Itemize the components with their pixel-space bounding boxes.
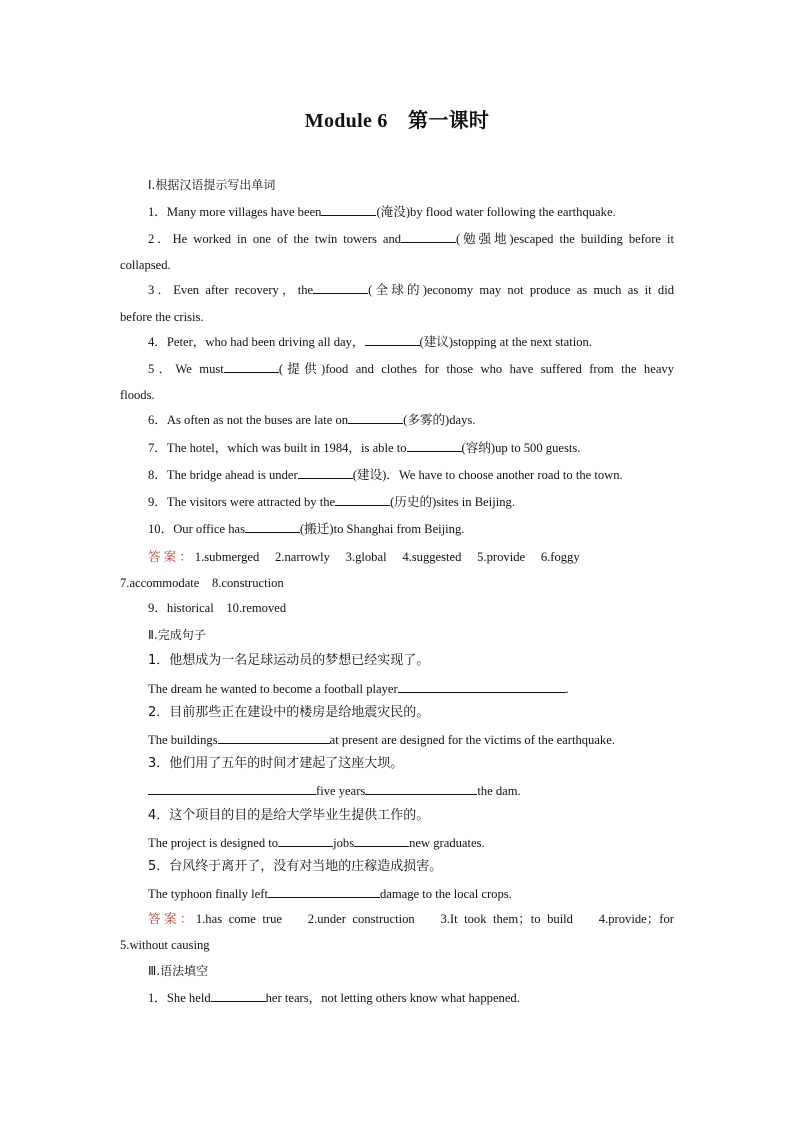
exercise-1-2-cont: collapsed. xyxy=(120,258,171,272)
answer-key-1-cont2: 9．historical 10.removed xyxy=(148,601,287,615)
answer-key-2-cont: 5.without causing xyxy=(120,938,210,952)
exercise-1-5: 5．We must (提供)food and clothes for those who have suffered from the heavy xyxy=(148,362,674,376)
answer-blank[interactable] xyxy=(278,834,333,847)
exercise-2-3: five years the dam. xyxy=(148,782,674,800)
answer-blank[interactable] xyxy=(407,439,462,452)
prompt-2-1: 1．他想成为一名足球运动员的梦想已经实现了。 xyxy=(148,653,430,668)
answer-key-1: 答案：1.submerged 2.narrowly 3.global 4.suggested 5.provide 6.foggy xyxy=(148,550,580,564)
exercise-2-5: The typhoon finally left damage to the local crops. xyxy=(148,887,512,901)
exercise-1-1: 1．Many more villages have been (淹没)by flood water following the earthquake. xyxy=(148,205,616,219)
answer-label: 答案： xyxy=(148,912,196,926)
answer-blank[interactable] xyxy=(224,360,279,373)
answer-blank[interactable] xyxy=(365,333,420,346)
answer-blank[interactable] xyxy=(401,230,456,243)
section-1-heading: Ⅰ.根据汉语提示写出单词 xyxy=(148,178,276,192)
answer-blank[interactable] xyxy=(211,989,266,1002)
answer-blank[interactable] xyxy=(354,834,409,847)
exercise-1-9: 9．The visitors were attracted by the (历史的)sites in Beijing. xyxy=(148,495,515,509)
answer-blank[interactable] xyxy=(348,411,403,424)
exercise-1-6: 6．As often as not the buses are late on (多雾的)days. xyxy=(148,413,476,427)
exercise-1-4: 4．Peter，who had been driving all day， (建议)stopping at the next station. xyxy=(148,335,592,349)
exercise-1-3: 3．Even after recovery，the (全球的)economy may not produce as much as it did xyxy=(148,283,674,297)
answer-blank[interactable] xyxy=(398,680,566,693)
answer-blank[interactable] xyxy=(268,885,380,898)
answer-label: 答案： xyxy=(148,550,195,564)
answer-blank[interactable] xyxy=(298,466,353,479)
answer-blank[interactable] xyxy=(321,203,376,216)
answer-blank[interactable] xyxy=(245,520,300,533)
answer-key-2: 答案：1.has come true 2.under construction 3.It took them；to build 4.provide；for xyxy=(148,912,674,926)
exercise-1-3-cont: before the crisis. xyxy=(120,310,204,324)
prompt-2-5: 5．台风终于离开了，没有对当地的庄稼造成损害。 xyxy=(148,859,443,874)
prompt-2-2: 2．目前那些正在建设中的楼房是给地震灾民的。 xyxy=(148,705,430,720)
exercise-1-8: 8．The bridge ahead is under (建设)．We have to choose another road to the town. xyxy=(148,468,623,482)
exercise-1-5-cont: floods. xyxy=(120,388,155,402)
exercise-1-2: 2．He worked in one of the twin towers and (勉强地)escaped the building before it xyxy=(148,232,674,246)
answer-key-1-cont: 7.accommodate 8.construction xyxy=(120,576,284,590)
exercise-1-10: 10．Our office has (搬迁)to Shanghai from Beijing. xyxy=(148,522,465,536)
exercise-2-4: The project is designed to jobs new graduates. xyxy=(148,836,485,850)
section-3-heading: Ⅲ.语法填空 xyxy=(148,964,209,978)
exercise-2-2: The buildings at present are designed for the victims of the earthquake. xyxy=(148,733,615,747)
prompt-2-4: 4．这个项目的目的是给大学毕业生提供工作的。 xyxy=(148,808,430,823)
section-2-heading: Ⅱ.完成句子 xyxy=(148,628,206,642)
prompt-2-3: 3．他们用了五年的时间才建起了这座大坝。 xyxy=(148,756,404,771)
page-title: Module 6 第一课时 xyxy=(304,110,490,132)
answer-blank[interactable] xyxy=(148,782,316,795)
answer-blank[interactable] xyxy=(313,281,368,294)
answer-blank[interactable] xyxy=(335,493,390,506)
answer-blank[interactable] xyxy=(218,731,330,744)
exercise-3-1: 1．She held her tears，not letting others know what happened. xyxy=(148,991,520,1005)
answer-blank[interactable] xyxy=(365,782,477,795)
exercise-2-1: The dream he wanted to become a football player . xyxy=(148,682,569,696)
exercise-1-7: 7．The hotel，which was built in 1984，is able to (容纳)up to 500 guests. xyxy=(148,441,581,455)
